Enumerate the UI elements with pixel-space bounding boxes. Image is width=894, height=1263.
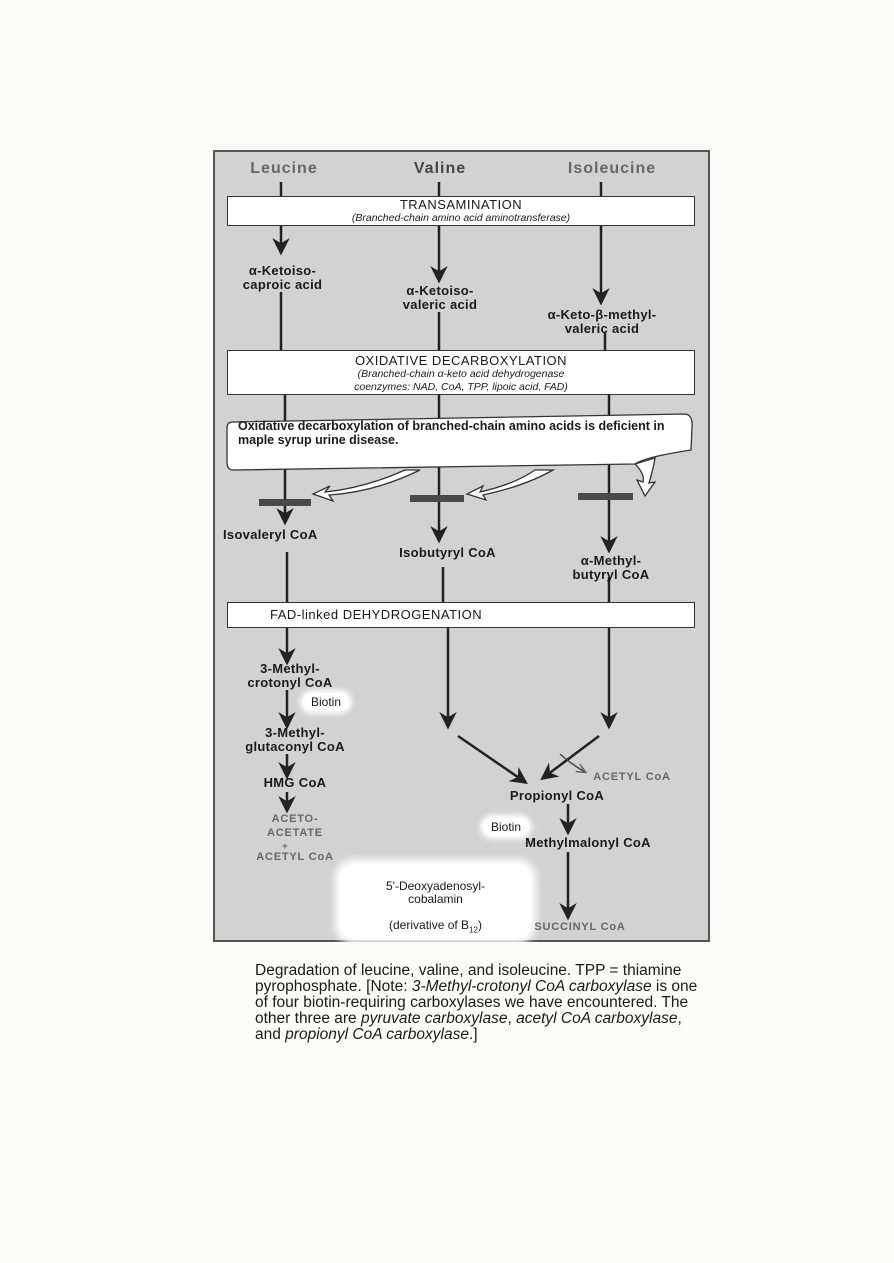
callout-arrow-valine bbox=[467, 470, 553, 500]
amino-acid-isoleucine: Isoleucine bbox=[567, 160, 657, 177]
amino-acid-leucine: Leucine bbox=[250, 160, 318, 177]
acyl-coa-isoleucine: α-Methyl- butyryl CoA bbox=[572, 553, 650, 582]
keto-acid-leucine: α-Ketoiso- caproic acid bbox=[242, 263, 323, 292]
methylglutaconyl-coa: 3-Methyl- glutaconyl CoA bbox=[245, 725, 345, 754]
fad-dehydrogenation-title: FAD-linked DEHYDROGENATION bbox=[270, 607, 483, 622]
transamination-box bbox=[227, 196, 695, 226]
fad-dehydrogenation-box bbox=[227, 602, 695, 628]
oxidative-decarboxylation-enzyme-line1: (Branched-chain α-keto acid dehydrogenase bbox=[357, 368, 565, 380]
pathway-figure bbox=[213, 150, 710, 942]
acetyl-coa-leucine: ACETYL CoA bbox=[256, 851, 334, 863]
block-bar-valine bbox=[410, 495, 464, 502]
keto-acid-valine: α-Ketoiso- valeric acid bbox=[402, 283, 478, 312]
cobalamin-name: 5'-Deoxyadenosyl- cobalamin bbox=[385, 879, 485, 906]
oxidative-decarboxylation-box bbox=[227, 350, 695, 395]
propionyl-coa: Propionyl CoA bbox=[509, 788, 605, 803]
hmg-coa: HMG CoA bbox=[263, 775, 327, 790]
acetoacetate: ACETO- ACETATE bbox=[267, 813, 323, 839]
figure-caption: Degradation of leucine, valine, and isoleucine. TPP = thiamine pyrophosphate. [Note: 3-Methyl-crotonyl CoA carboxylase is one of four biotin-requiring carboxylases we have encountered. The other three are pyruvate carboxylase, acetyl CoA carboxylase, and propionyl CoA carboxylase.] bbox=[255, 962, 698, 1043]
msud-callout-text: Oxidative decarboxylation of branched-chain amino acids is deficient in maple syrup urine disease. bbox=[238, 419, 665, 447]
cobalamin-derivative: (derivative of $B_{12}$) bbox=[389, 918, 482, 935]
block-bar-isoleucine bbox=[578, 493, 633, 500]
biotin-label-leucine: Biotin bbox=[303, 693, 349, 711]
connector bbox=[458, 736, 525, 782]
acyl-coa-leucine: Isovaleryl CoA bbox=[223, 527, 318, 542]
amino-acid-valine: Valine bbox=[413, 160, 467, 177]
methylcrotonyl-coa: 3-Methyl- crotonyl CoA bbox=[247, 661, 333, 690]
methylmalonyl-coa: Methylmalonyl CoA bbox=[525, 835, 651, 850]
plus-sign: + bbox=[282, 841, 288, 851]
keto-acid-isoleucine: α-Keto-β-methyl- valeric acid bbox=[547, 307, 657, 336]
oxidative-decarboxylation-title: OXIDATIVE DECARBOXYLATION bbox=[354, 353, 568, 368]
oxidative-decarboxylation-enzyme-line2: coenzymes: NAD, CoA, TPP, lipoic acid, FAD) bbox=[354, 381, 568, 393]
acetyl-coa-isoleucine: ACETYL CoA bbox=[593, 771, 671, 783]
block-bar-leucine bbox=[259, 499, 311, 506]
acyl-coa-valine: Isobutyryl CoA bbox=[399, 545, 496, 560]
biotin-label-propionyl: Biotin bbox=[483, 818, 529, 836]
callout-arrow-leucine bbox=[313, 470, 420, 501]
succinyl-coa: SUCCINYL CoA bbox=[534, 921, 626, 933]
transamination-title: TRANSAMINATION bbox=[399, 197, 523, 212]
transamination-enzyme: (Branched-chain amino acid aminotransferase) bbox=[351, 212, 571, 224]
